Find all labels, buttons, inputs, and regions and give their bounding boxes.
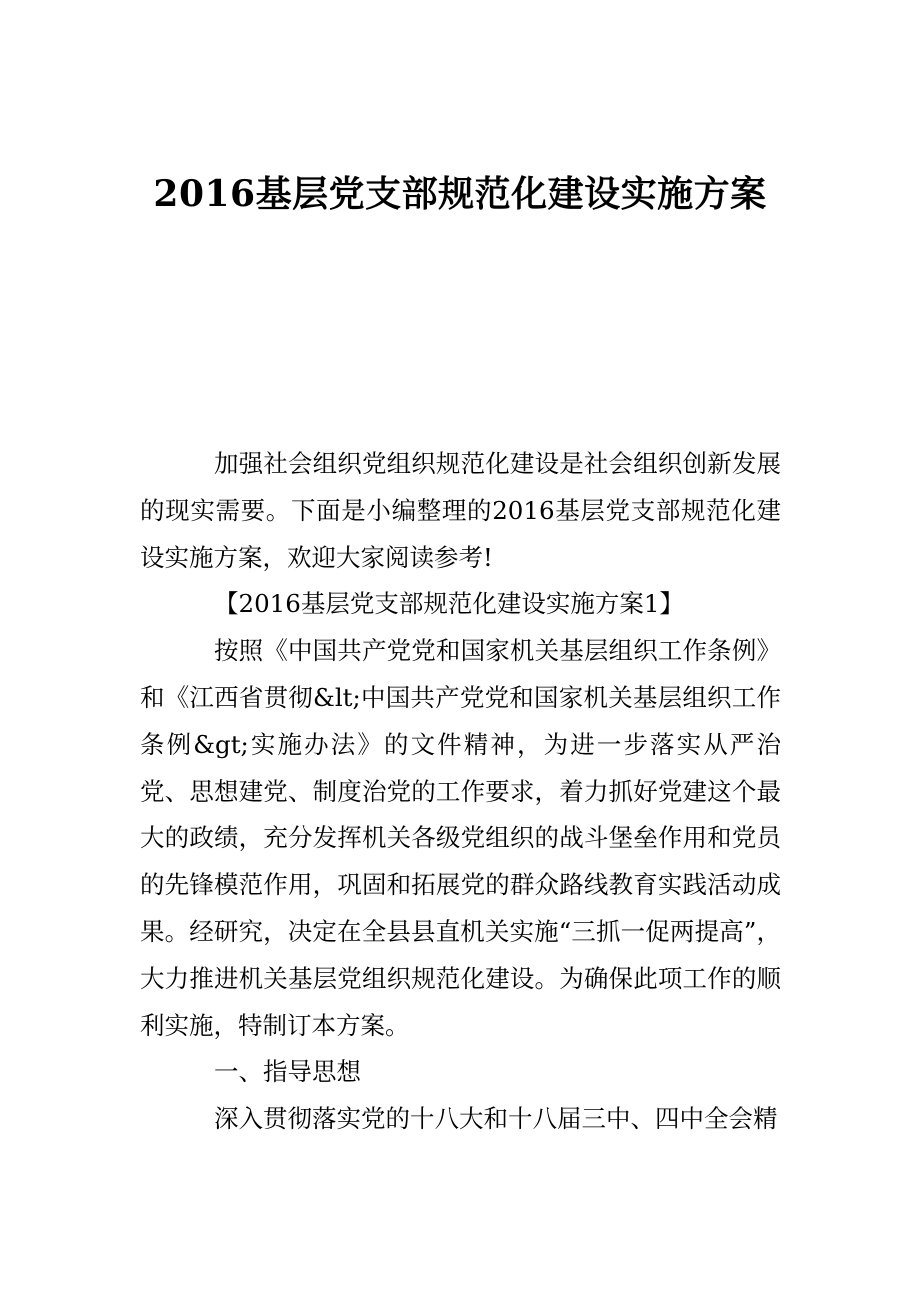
section-heading-guiding-ideology: 一、指导思想 [214,1057,361,1087]
basis-paragraph: 按照《中国共产党党和国家机关基层组织工作条例》和《江西省贯彻&lt;中国共产党党和国家机关基层组织工作条例&gt;实施办法》的文件精神，为进一步落实从严治党、思想建党、制度治党的工作要求，着力抓好党建这个最大的政绩，充分发挥机关各级党组织的战斗堡垒作用和党员的先锋模范作用，巩固和拓展党的群众路线教育实践活动成果。经研究，决定在全县县直机关实施“三抓一促两提高”，大力推进机关基层党组织规范化建设。为确保此项工作的顺利实施，特制订本方案。 [140,636,781,1040]
intro-paragraph: 加强社会组织党组织规范化建设是社会组织创新发展的现实需要。下面是小编整理的2016基层党支部规范化建设实施方案，欢迎大家阅读参考! [140,449,781,572]
guiding-ideology-paragraph: 深入贯彻落实党的十八大和十八届三中、四中全会精 [214,1104,778,1134]
document-body [140,441,781,1143]
document-title: 2016基层党支部规范化建设实施方案 [153,173,767,215]
section-heading-plan-1: 【2016基层党支部规范化建设实施方案1】 [214,589,684,619]
